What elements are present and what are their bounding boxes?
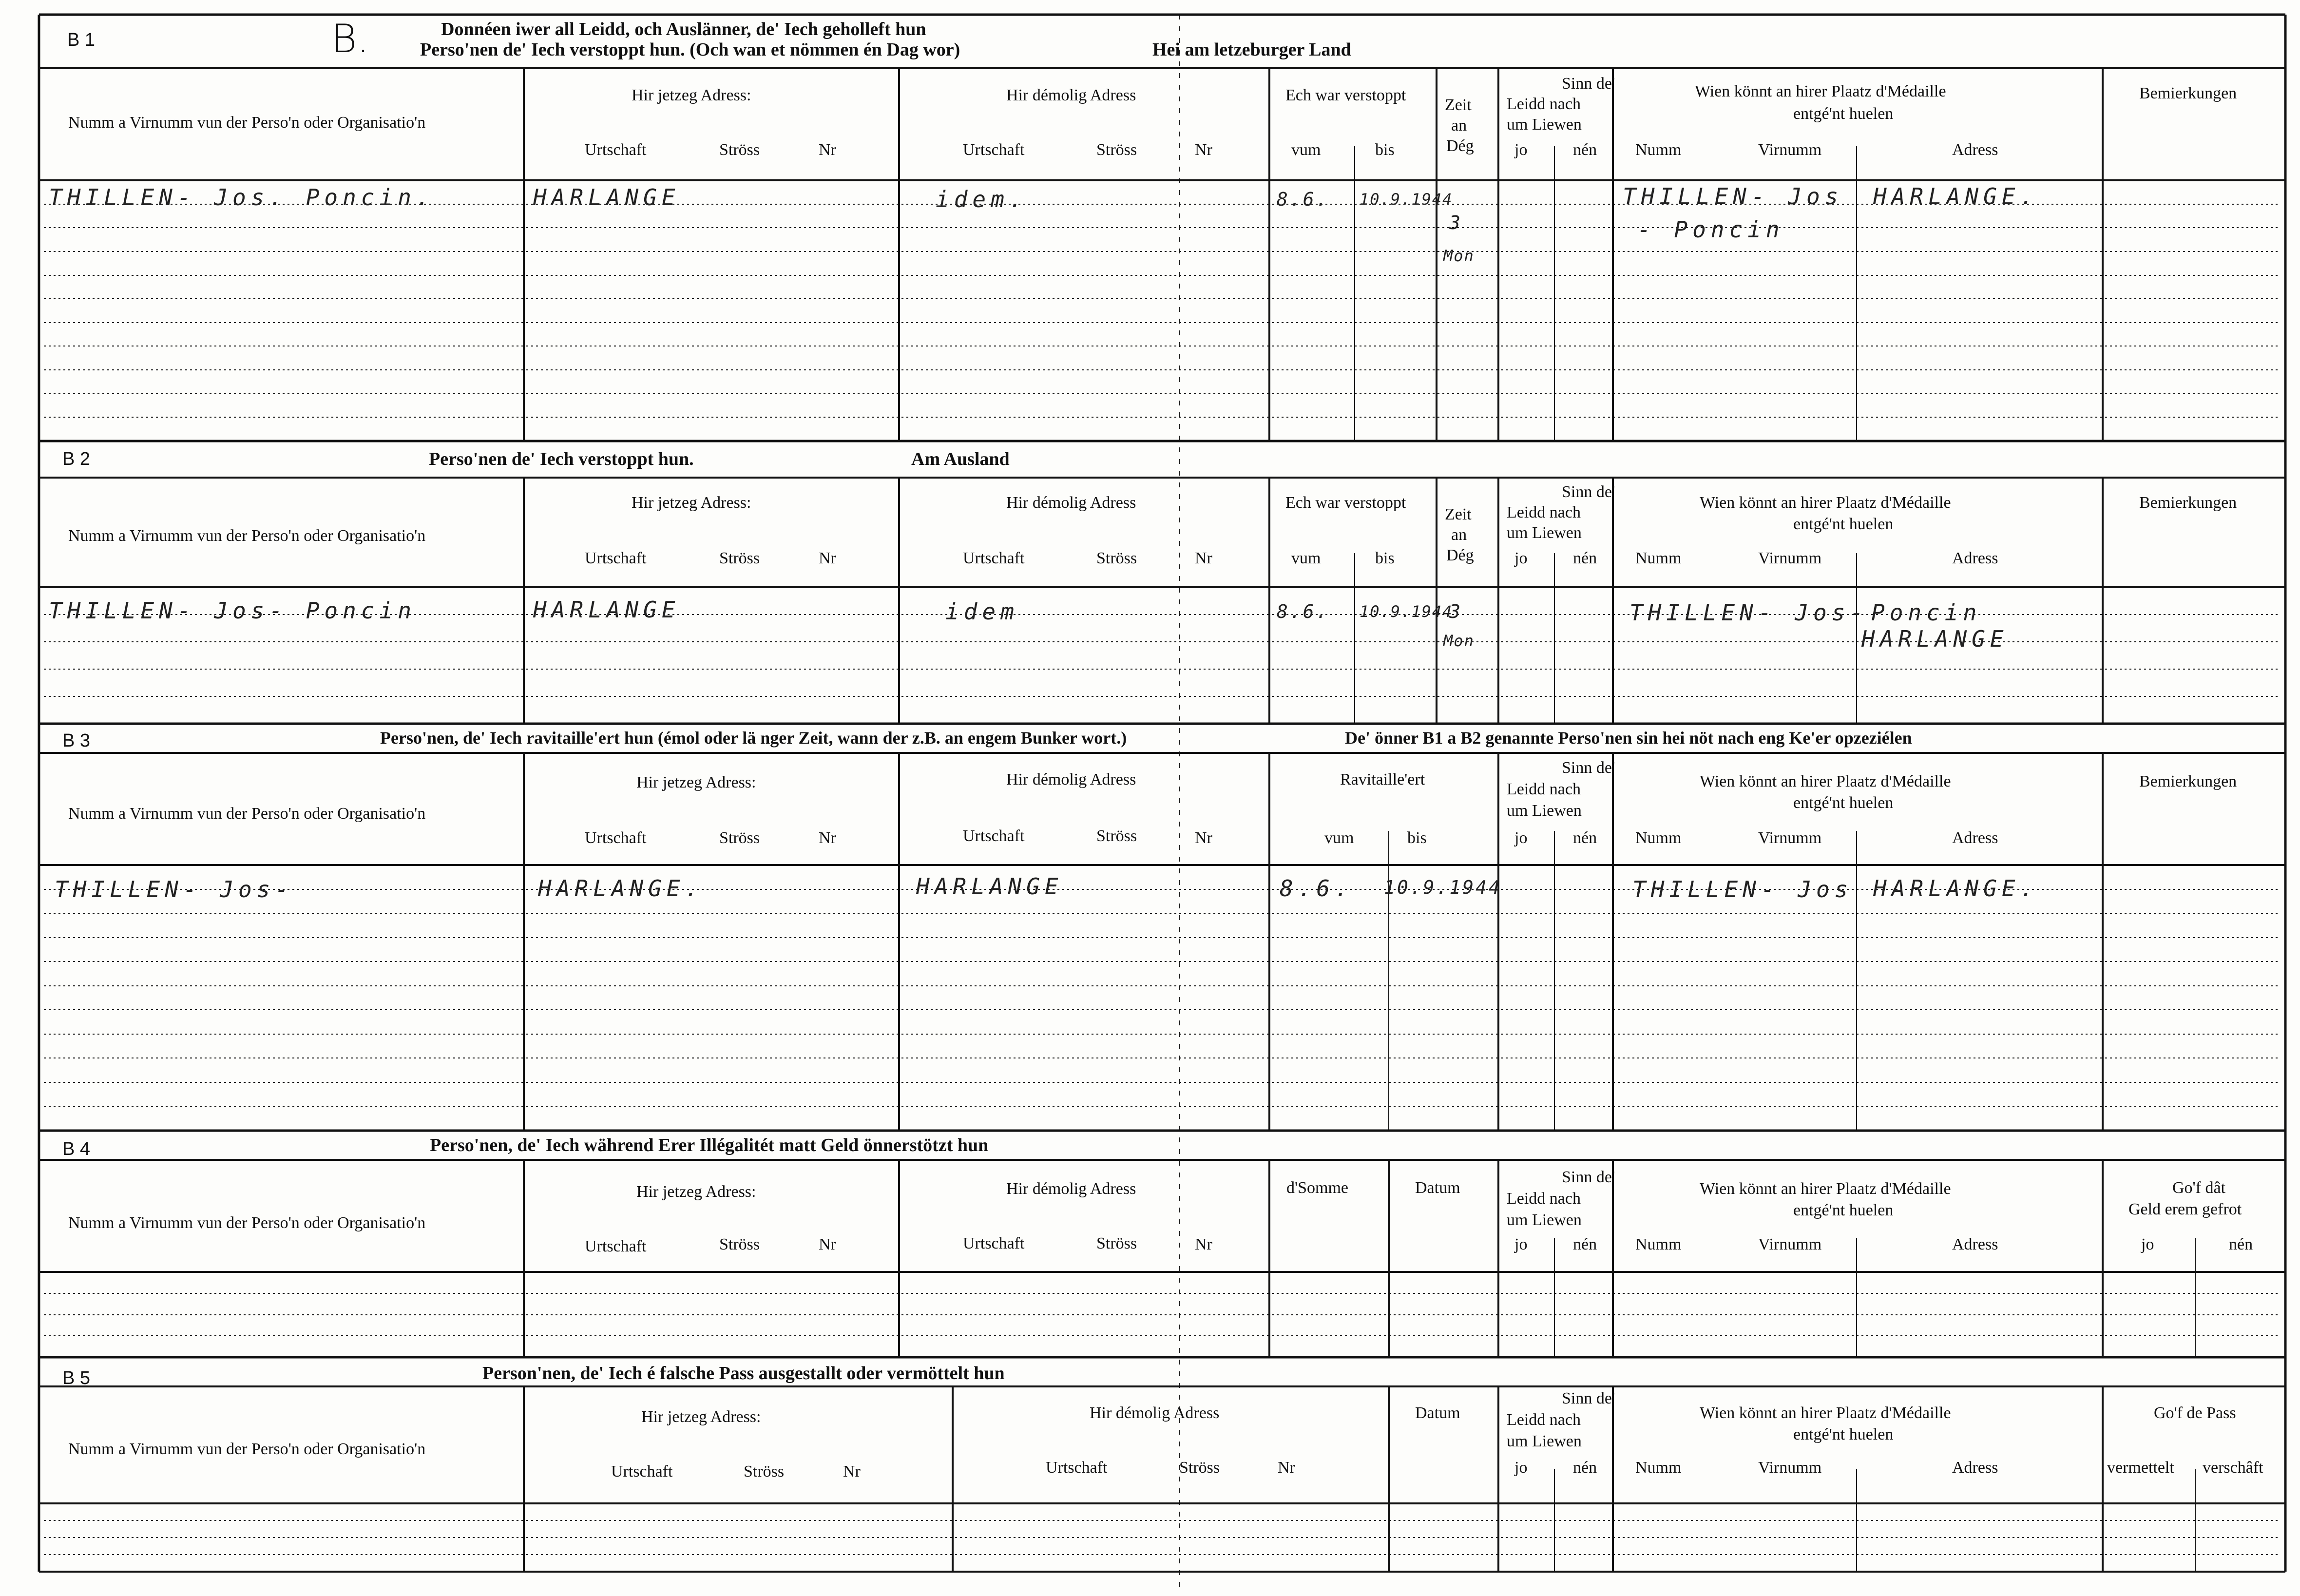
b2-col-former-address: Hir démolig Adress [1006,494,1136,512]
b3-col-no: nén [1573,829,1597,847]
b1-col-yes: jo [1514,141,1528,159]
b3-col-former-address: Hir démolig Adress [1006,770,1136,788]
b4-col-name: Numm a Virnumm vun der Perso'n oder Organisatio'n [68,1214,426,1232]
b1-col-name: Numm a Virnumm vun der Perso'n oder Organisatio'n [68,114,426,132]
b2-col-locality: Urtschaft [585,549,647,567]
section-b5-id: B 5 [62,1368,91,1388]
b3-col-remarks: Bemierkungen [2139,772,2237,790]
section-b2-id: B 2 [62,449,91,469]
b2-col-lives-1: Sinn de' [1562,483,1615,501]
b5-col-medal-firstname: Virnumm [1758,1459,1822,1477]
b5-col-former-locality: Urtschaft [1046,1459,1108,1477]
b3-entry-name: THILLEN- Jos- [55,876,294,903]
b2-col-hidden: Ech war verstoppt [1285,494,1406,512]
b3-entry-former-locality: HARLANGE [916,873,1063,900]
b3-col-lives-3: um Liewen [1507,802,1582,820]
b4-col-medal-1: Wien könnt an hirer Plaatz d'Médaille [1700,1180,1951,1198]
section-b2-title-right: Am Ausland [911,449,1010,469]
b2-col-remarks: Bemierkungen [2139,494,2237,512]
b2-col-medal-2: entgé'nt huelen [1793,515,1894,533]
b1-col-medal-name: Numm [1635,141,1682,159]
b5-col-nr: Nr [843,1462,861,1481]
b3-col-lives-2: Leidd nach [1507,780,1581,798]
b5-col-current-address: Hir jetzeg Adress: [641,1408,761,1426]
b1-col-hidden: Ech war verstoppt [1285,86,1406,104]
b2-col-name: Numm a Virnumm vun der Perso'n oder Organisatio'n [68,527,426,545]
b5-col-lives-2: Leidd nach [1507,1411,1581,1429]
b1-entry-medal-name: THILLEN- Jos [1623,183,1843,210]
section-b4-id: B 4 [62,1139,91,1159]
b1-col-to: bis [1375,141,1395,159]
b3-col-medal-name: Numm [1635,829,1682,847]
b1-entry-from: 8.6. [1277,189,1329,210]
b4-col-locality: Urtschaft [585,1237,647,1255]
b4-col-sum: d'Somme [1286,1179,1349,1197]
b3-entry-medal-name: THILLEN- Jos [1632,876,1853,903]
b2-col-medal-name: Numm [1635,549,1682,567]
b4-col-medal-firstname: Virnumm [1758,1235,1822,1253]
b1-col-former-address: Hir démolig Adress [1006,86,1136,104]
b3-col-former-locality: Urtschaft [963,827,1025,845]
b2-entry-medal-name: THILLEN- Jos- [1629,599,1869,626]
b2-col-time-3: Dég [1446,546,1474,564]
b3-col-lives-1: Sinn de' [1562,759,1615,777]
b2-col-lives-3: um Liewen [1507,524,1582,542]
b1-entry-time-1: 3 [1449,212,1462,233]
b2-entry-medal-firstname: Poncin [1871,599,1982,626]
b1-col-lives-2: Leidd nach [1507,95,1581,113]
b1-col-lives-1: Sinn de' [1562,75,1615,93]
b2-entry-from: 8.6. [1277,601,1329,622]
b2-col-current-address: Hir jetzeg Adress: [632,494,751,512]
b2-col-former-nr: Nr [1195,549,1212,567]
b3-col-current-address: Hir jetzeg Adress: [636,773,756,791]
b5-col-former-nr: Nr [1278,1459,1295,1477]
b2-entry-to: 10.9.1944 [1360,602,1453,621]
b5-col-date: Datum [1415,1404,1460,1422]
b3-col-medal-2: entgé'nt huelen [1793,794,1894,812]
b1-col-remarks: Bemierkungen [2139,84,2237,102]
b2-entry-medal-address: HARLANGE [1861,626,2009,652]
b1-col-medal-firstname: Virnumm [1758,141,1822,159]
b2-col-lives-2: Leidd nach [1507,503,1581,521]
b4-col-former-locality: Urtschaft [963,1234,1025,1252]
b3-col-medal-address: Adress [1952,829,1998,847]
b5-col-former-address: Hir démolig Adress [1090,1404,1220,1422]
b4-col-money-yes: jo [2141,1235,2154,1253]
b2-col-former-locality: Urtschaft [963,549,1025,567]
b5-col-lives-3: um Liewen [1507,1432,1582,1450]
b2-col-to: bis [1375,549,1395,567]
b3-col-medal-firstname: Virnumm [1758,829,1822,847]
section-b1-id: B 1 [67,30,96,50]
b2-entry-time-1: 3 [1449,601,1462,622]
b4-col-no: nén [1573,1235,1597,1253]
b4-col-lives-1: Sinn de' [1562,1168,1615,1186]
b5-col-medal-address: Adress [1952,1459,1998,1477]
b5-col-medal-2: entgé'nt huelen [1793,1425,1894,1443]
b2-entry-former: idem [945,598,1019,625]
b1-entry-name: THILLEN- Jos. Poncin. [49,184,435,211]
b4-col-money-given-2: Geld erem gefrot [2128,1200,2242,1218]
b4-col-nr: Nr [819,1235,836,1253]
b5-col-locality: Urtschaft [611,1462,673,1481]
b1-entry-medal-name-2: - Poncin [1637,216,1784,243]
b3-col-locality: Urtschaft [585,829,647,847]
b4-col-money-given-1: Go'f dât [2172,1179,2226,1197]
b3-entry-medal-address: HARLANGE. [1873,875,2039,902]
b5-col-name: Numm a Virnumm vun der Perso'n oder Organisatio'n [68,1440,426,1458]
section-b3-title-right: De' önner B1 a B2 genannte Perso'nen sin hei nöt nach eng Ke'er opzeziélen [1345,728,1912,748]
b4-col-lives-3: um Liewen [1507,1211,1582,1229]
form-letter: B. [331,16,369,61]
b5-col-mediated: vermettelt [2107,1459,2174,1477]
b1-col-from: vum [1291,141,1321,159]
b1-col-former-street: Ströss [1096,141,1137,159]
section-b3-id: B 3 [62,731,91,751]
section-b2-title: Perso'nen de' Iech verstoppt hun. [429,449,694,469]
b1-col-time-1: Zeit [1445,96,1472,114]
section-b5-title: Person'nen, de' Iech é falsche Pass ausgestallt oder vermöttelt hun [482,1363,1005,1384]
b1-col-no: nén [1573,141,1597,159]
section-b3-title: Perso'nen, de' Iech ravitaille'ert hun (émol oder lä nger Zeit, wann der z.B. an engem Bunker wort.) [380,728,1127,748]
b1-col-locality: Urtschaft [585,141,647,159]
b4-col-former-address: Hir démolig Adress [1006,1180,1136,1198]
b3-entry-current-locality: HARLANGE. [538,875,704,902]
b1-entry-former: idem. [936,186,1028,212]
b1-col-medal-1: Wien könnt an hirer Plaatz d'Médaille [1695,82,1946,100]
b1-entry-current-locality: HARLANGE [533,184,680,211]
b1-col-lives-3: um Liewen [1507,115,1582,134]
b2-entry-time-2: Mon [1443,632,1475,650]
b1-col-time-3: Dég [1446,137,1474,155]
intro-line-2: Perso'nen de' Iech verstoppt hun. (Och wan et nömmen én Dag wor) [420,39,960,60]
b5-col-sold: verschâft [2203,1459,2263,1477]
b1-col-medal-address: Adress [1952,141,1998,159]
b4-col-money-no: nén [2229,1235,2253,1253]
b5-col-lives-1: Sinn de' [1562,1389,1615,1407]
b3-col-former-nr: Nr [1195,829,1212,847]
b4-col-medal-name: Numm [1635,1235,1682,1253]
b5-col-pass-given: Go'f de Pass [2154,1404,2236,1422]
b2-col-nr: Nr [819,549,836,567]
b4-col-date: Datum [1415,1179,1460,1197]
b2-col-medal-1: Wien könnt an hirer Plaatz d'Médaille [1700,494,1951,512]
b2-entry-current-locality: HARLANGE [533,596,680,623]
b3-col-nr: Nr [819,829,836,847]
b3-col-to: bis [1407,829,1427,847]
b5-col-former-street: Ströss [1179,1459,1220,1477]
b4-col-former-nr: Nr [1195,1235,1212,1253]
b5-col-yes: jo [1514,1459,1528,1477]
b1-col-nr: Nr [819,141,836,159]
b2-col-street: Ströss [719,549,760,567]
b3-col-yes: jo [1514,829,1528,847]
b5-col-street: Ströss [744,1462,785,1481]
b4-col-yes: jo [1514,1235,1528,1253]
b4-col-current-address: Hir jetzeg Adress: [636,1183,756,1201]
b2-entry-name: THILLEN- Jos- Poncin [49,597,416,624]
b2-col-yes: jo [1514,549,1528,567]
b2-col-from: vum [1291,549,1321,567]
b5-col-medal-1: Wien könnt an hirer Plaatz d'Médaille [1700,1404,1951,1422]
b3-entry-to: 10.9.1944 [1384,877,1502,898]
b2-col-medal-firstname: Virnumm [1758,549,1822,567]
b2-col-medal-address: Adress [1952,549,1998,567]
intro-line-1: Donnéen iwer all Leidd, och Auslänner, de' Iech geholleft hun [441,19,926,39]
b1-col-street: Ströss [719,141,760,159]
b1-col-former-locality: Urtschaft [963,141,1025,159]
b3-col-from: vum [1324,829,1354,847]
b4-col-lives-2: Leidd nach [1507,1190,1581,1208]
intro-line-2-right: Hei am letzeburger Land [1152,39,1351,60]
b1-col-former-nr: Nr [1195,141,1212,159]
b3-col-name: Numm a Virnumm vun der Perso'n oder Organisatio'n [68,805,426,823]
b2-col-time-2: an [1451,526,1467,544]
b1-entry-to: 10.9.1944 [1360,190,1453,209]
b2-col-time-1: Zeit [1445,505,1472,523]
b1-entry-time-2: Mon [1443,247,1475,265]
b5-col-medal-name: Numm [1635,1459,1682,1477]
b3-entry-from: 8.6. [1280,875,1353,902]
b3-col-supplied: Ravitaille'ert [1340,770,1425,788]
b4-col-street: Ströss [719,1235,760,1253]
b1-entry-medal-address: HARLANGE. [1873,183,2039,210]
b2-col-no: nén [1573,549,1597,567]
b2-col-former-street: Ströss [1096,549,1137,567]
b1-col-current-address: Hir jetzeg Adress: [632,86,751,104]
b4-col-medal-address: Adress [1952,1235,1998,1253]
b3-col-medal-1: Wien könnt an hirer Plaatz d'Médaille [1700,772,1951,790]
b4-col-medal-2: entgé'nt huelen [1793,1201,1894,1219]
b4-col-former-street: Ströss [1096,1234,1137,1252]
b1-col-medal-2: entgé'nt huelen [1793,105,1894,123]
b1-col-time-2: an [1451,116,1467,135]
b3-col-former-street: Ströss [1096,827,1137,845]
b3-col-street: Ströss [719,829,760,847]
b5-col-no: nén [1573,1459,1597,1477]
section-b4-title: Perso'nen, de' Iech während Erer Illégalitét matt Geld önnerstötzt hun [430,1135,989,1155]
